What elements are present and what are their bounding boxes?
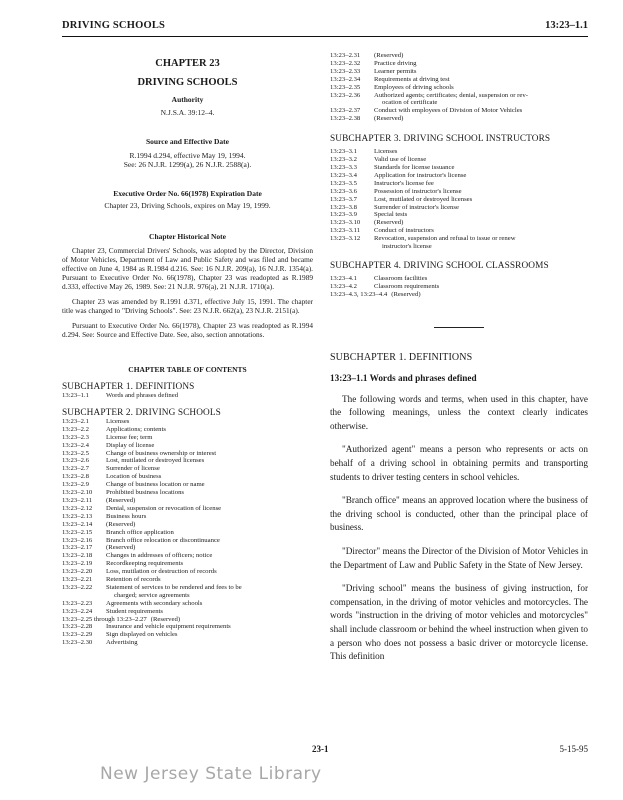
toc-entry-number: 13:23–2.10	[62, 489, 93, 497]
toc-list	[62, 392, 313, 400]
toc-entry-title-line: Conduct with employees of Division of Motor Vehicles	[374, 107, 523, 115]
toc-entry-title-continuation: ocation of certificate	[382, 99, 438, 107]
body-paragraph: "Authorized agent" means a person who represents or acts on behalf of a driving school in obtaining permits and transporting students to driver testing centers in school vehicles.	[330, 444, 588, 482]
toc-entry	[330, 172, 588, 180]
toc-entry-title	[106, 457, 313, 465]
toc-entry-title-line: Applications; contents	[106, 425, 166, 433]
toc-entry-title	[106, 521, 313, 529]
toc-entry-title-line: (Reserved)	[106, 544, 136, 552]
toc-entry	[330, 84, 588, 92]
toc-entry	[62, 560, 313, 568]
toc-entry-number: 13:23–2.3	[62, 433, 89, 441]
toc-entry-number: 13:23–4.2	[330, 282, 357, 290]
toc-entry-title-line: (Reserved)	[150, 615, 181, 623]
authority-label: Authority	[171, 95, 204, 104]
toc-entry-number: 13:23–2.20	[62, 568, 93, 576]
toc-entry-title-line: (Reserved)	[374, 219, 404, 227]
toc-entry-number: 13:23–2.17	[62, 544, 93, 552]
toc-entry-title	[374, 60, 588, 68]
toc-entry	[330, 180, 588, 188]
running-header	[62, 18, 588, 37]
toc-entry-title-line: Changes in addresses of officers; notice	[106, 552, 213, 560]
toc-entry-title-line: Licenses	[106, 417, 130, 425]
toc-entry-number: 13:23–2.6	[62, 457, 89, 465]
toc-entry-title	[106, 537, 313, 545]
toc-entry-number: 13:23–2.28	[62, 623, 93, 631]
toc-entry-number: 13:23–2.8	[62, 473, 89, 481]
source-line: See: 26 N.J.R. 1299(a), 26 N.J.R. 2588(a).	[123, 160, 252, 169]
toc-entry-title-line: Licenses	[374, 148, 398, 156]
toc-entry	[62, 392, 313, 400]
toc-entry-title	[106, 623, 313, 631]
section-heading: 13:23–1.1 Words and phrases defined	[330, 372, 477, 383]
toc-entry-title	[151, 616, 313, 624]
toc-entry	[330, 188, 588, 196]
toc-entry-number: 13:23–2.19	[62, 560, 93, 568]
toc-entry-title	[374, 52, 588, 60]
toc-entry-title-line: Valid use of license	[374, 156, 427, 164]
toc-entry-title	[106, 552, 313, 560]
toc-entry-title	[106, 442, 313, 450]
toc-entry-title	[374, 107, 588, 115]
toc-entry	[62, 568, 313, 576]
toc-entry-title-line: Recordkeeping requirements	[106, 560, 184, 568]
source-label: Source and Effective Date	[146, 137, 229, 146]
toc-entry-number: 13:23–2.9	[62, 481, 89, 489]
toc-entry	[330, 235, 588, 251]
body-paragraph: "Director" means the Director of the Division of Motor Vehicles in the Department of Law and Public Safety in the State of New Jersey.	[330, 546, 588, 570]
toc-entry-title	[106, 608, 313, 616]
toc-entry-title-line: Classroom facilities	[374, 274, 428, 282]
toc-entry-title-line: Prohibited business locations	[106, 489, 185, 497]
toc-entry-number: 13:23–2.38	[330, 115, 361, 123]
toc-entry-number: 13:23–2.1	[62, 417, 89, 425]
toc-entry-title-line: Application for instructor's license	[374, 171, 467, 179]
toc-entry-title-line: Retention of records	[106, 576, 161, 584]
toc-entry-number: 13:23–2.32	[330, 59, 361, 67]
body-paragraph: "Branch office" means an approved location where the business of the driving school is conducted, other than the principal place of business.	[330, 495, 588, 533]
toc-entry	[62, 584, 313, 600]
toc-entry-title	[106, 544, 313, 552]
toc-entry	[62, 600, 313, 608]
toc-entry	[330, 148, 588, 156]
toc-entry	[330, 52, 588, 60]
toc-entry	[330, 76, 588, 84]
toc-entry-title-line: Instructor's license fee	[374, 179, 434, 187]
toc-entry-title	[374, 115, 588, 123]
toc-entry-title	[374, 204, 588, 212]
toc-list	[330, 148, 588, 251]
toc-entry-title	[374, 227, 588, 235]
toc-entry-number: 13:23–2.34	[330, 75, 361, 83]
toc-entry	[330, 283, 588, 291]
toc-entry-title-line: Learner permits	[374, 67, 417, 75]
toc-subchapter-heading: SUBCHAPTER 1. DEFINITIONS	[62, 382, 195, 392]
toc-entry-title	[106, 497, 313, 505]
toc-entry-number: 13:23–2.23	[62, 599, 93, 607]
toc-entry-title-line: Branch office application	[106, 528, 174, 536]
toc-entry-title	[374, 235, 588, 251]
toc-entry	[62, 450, 313, 458]
toc-entry-title-line: Statement of services to be rendered and fees to be	[106, 583, 242, 591]
toc-entry-title	[106, 576, 313, 584]
toc-entry	[62, 513, 313, 521]
toc-entry-title	[106, 418, 313, 426]
toc-entry	[62, 537, 313, 545]
page-footer	[62, 744, 588, 758]
toc-entry-title-line: License fee; term	[106, 433, 153, 441]
toc-entry-title	[374, 283, 588, 291]
toc-entry	[62, 639, 313, 647]
toc-entry	[62, 608, 313, 616]
toc-entry	[330, 68, 588, 76]
revision-date: 5-15-95	[559, 744, 588, 754]
toc-entry-title-line: Revocation, suspension and refusal to issue or renew	[374, 235, 516, 243]
toc-entry-title-line: Location of business	[106, 473, 162, 481]
left-column	[62, 58, 313, 647]
toc-entry-title-line: Words and phrases defined	[106, 392, 179, 399]
toc-entry-title-line: (Reserved)	[106, 520, 136, 528]
toc-entry-title	[106, 568, 313, 576]
toc-entry	[62, 505, 313, 513]
toc-entry-title	[106, 481, 313, 489]
exec-order-text: Chapter 23, Driving Schools, expires on May 19, 1999.	[104, 201, 271, 210]
toc-list	[330, 52, 588, 123]
toc-entry-number: 13:23–2.4	[62, 441, 89, 449]
toc-entry-title	[106, 513, 313, 521]
toc-entry-number: 13:23–3.5	[330, 179, 357, 187]
toc-entry-title-line: Practice driving	[374, 59, 417, 67]
toc-entry	[330, 115, 588, 123]
toc-entry-title-line: Surrender of license	[106, 465, 160, 473]
toc-entry-number: 13:23–3.4	[330, 171, 357, 179]
toc-entry-number: 13:23–2.14	[62, 520, 93, 528]
toc-entry-title	[106, 639, 313, 647]
toc-entry	[62, 489, 313, 497]
toc-entry-title-line: Branch office relocation or discontinuance	[106, 536, 220, 544]
toc-entry-number: 13:23–2.25 through 13:23–2.27	[62, 615, 147, 623]
toc-entry-title-continuation: instructor's license	[382, 243, 432, 251]
toc-entry-title-line: Agreements with secondary schools	[106, 599, 203, 607]
toc-entry	[62, 426, 313, 434]
toc-entry	[62, 529, 313, 537]
header-section: 13:23–1.1	[545, 20, 588, 31]
toc-entry-title	[374, 76, 588, 84]
body-paragraph: The following words and terms, when used in this chapter, have the following meanings, unless the context clearly indicates otherwise.	[330, 393, 588, 431]
history-paragraph: Chapter 23 was amended by R.1991 d.371, effective July 15, 1991. The chapter title was changed to "Driving Schools". See: 23 N.J.R. 662(a), 23 N.J.R. 2151(a).	[62, 297, 313, 315]
toc-entry-number: 13:23–1.1	[62, 392, 89, 399]
toc-entry-title	[106, 560, 313, 568]
toc-entry-title	[374, 68, 588, 76]
toc-entry-number: 13:23–4.1	[330, 274, 357, 282]
toc-entry-title-line: Requirements at driving test	[374, 75, 450, 83]
toc-entry	[330, 219, 588, 227]
toc-entry-title	[374, 172, 588, 180]
toc-entry	[62, 552, 313, 560]
toc-entry-title	[374, 275, 588, 283]
right-column	[330, 52, 588, 664]
toc-entry	[330, 60, 588, 68]
toc-entry-title	[374, 188, 588, 196]
toc-entry-number: 13:23–2.29	[62, 631, 93, 639]
toc-entry-number: 13:23–2.7	[62, 465, 89, 473]
toc-entry	[330, 211, 588, 219]
toc-entry	[330, 156, 588, 164]
toc-entry-title-line: (Reserved)	[106, 496, 136, 504]
history-label: Chapter Historical Note	[149, 232, 226, 241]
toc-entry-title-line: (Reserved)	[374, 115, 404, 123]
toc-entry-title	[374, 84, 588, 92]
toc-entry-number: 13:23–3.11	[330, 227, 361, 235]
toc-entry	[62, 481, 313, 489]
toc-entry-number: 13:23–4.3, 13:23–4.4	[330, 290, 388, 298]
library-stamp: New Jersey State Library	[100, 764, 322, 784]
toc-entry-number: 13:23–2.37	[330, 107, 361, 115]
toc-entry-number: 13:23–2.31	[330, 52, 361, 59]
toc-entry	[62, 434, 313, 442]
section-divider	[330, 327, 588, 328]
toc-entry-title-line: (Reserved)	[374, 52, 404, 59]
header-title: DRIVING SCHOOLS	[62, 20, 166, 31]
toc-entry	[62, 631, 313, 639]
toc-entry-title	[106, 450, 313, 458]
source-line: R.1994 d.294, effective May 19, 1994.	[129, 151, 246, 160]
toc-entry-title	[106, 529, 313, 537]
toc-entry	[330, 227, 588, 235]
toc-entry-number: 13:23–2.5	[62, 449, 89, 457]
toc-entry	[330, 291, 588, 299]
toc-entry	[330, 196, 588, 204]
toc-entry	[62, 457, 313, 465]
toc-entry-number: 13:23–2.16	[62, 536, 93, 544]
toc-entry-title-line: Conduct of instructors	[374, 227, 434, 235]
toc-entry	[330, 275, 588, 283]
toc-entry-number: 13:23–2.35	[330, 83, 361, 91]
toc-entry-title-line: Lost, mutilated or destroyed licenses	[106, 457, 205, 465]
toc-entry-number: 13:23–3.6	[330, 187, 357, 195]
toc-entry-title-line: Student requirements	[106, 607, 164, 615]
chapter-title: DRIVING SCHOOLS	[137, 77, 238, 88]
toc-entry-number: 13:23–3.2	[330, 156, 357, 164]
toc-subchapter-heading: SUBCHAPTER 2. DRIVING SCHOOLS	[62, 407, 221, 418]
toc-entry-title	[106, 505, 313, 513]
toc-title: CHAPTER TABLE OF CONTENTS	[128, 365, 247, 374]
toc-entry	[62, 497, 313, 505]
toc-entry-title	[106, 600, 313, 608]
toc-entry	[62, 576, 313, 584]
toc-entry	[62, 623, 313, 631]
toc-entry-title	[374, 92, 588, 108]
toc-entry-title	[106, 426, 313, 434]
toc-entry-number: 13:23–2.30	[62, 639, 93, 647]
toc-entry-number: 13:23–3.1	[330, 148, 357, 156]
toc-entry-title-line: Advertising	[106, 639, 138, 647]
chapter-number: CHAPTER 23	[155, 58, 220, 69]
toc-entry	[330, 92, 588, 108]
toc-entry-title-line: Change of business ownership or interest	[106, 449, 217, 457]
toc-entry-number: 13:23–2.18	[62, 552, 93, 560]
toc-entry	[330, 164, 588, 172]
toc-entry-number: 13:23–2.33	[330, 67, 361, 75]
toc-entry-title-line: (Reserved)	[391, 290, 421, 298]
toc-entry-title	[391, 291, 588, 299]
toc-entry-title	[374, 196, 588, 204]
toc-entry-title	[374, 148, 588, 156]
toc-entry-number: 13:23–2.13	[62, 512, 93, 520]
toc-entry-title	[106, 465, 313, 473]
toc-entry	[62, 473, 313, 481]
toc-entry-title-continuation: charged; service agreements	[114, 591, 190, 599]
history-paragraph: Pursuant to Executive Order No. 66(1978), Chapter 23 was readopted as R.1994 d.294. See: Source and Effective Date. See, also, section annotations.	[62, 321, 313, 339]
toc-entry-title	[374, 211, 588, 219]
toc-entry-title-line: Standards for license issuance	[374, 163, 455, 171]
toc-entry-title-line: Business hours	[106, 512, 147, 520]
toc-entry-title-line: Possession of instructor's license	[374, 187, 462, 195]
exec-order-label: Executive Order No. 66(1978) Expiration Date	[113, 189, 262, 198]
toc-subchapter-heading: SUBCHAPTER 4. DRIVING SCHOOL CLASSROOMS	[330, 260, 549, 271]
toc-subchapter-heading: SUBCHAPTER 3. DRIVING SCHOOL INSTRUCTORS	[330, 134, 551, 145]
toc-entry-title	[106, 631, 313, 639]
toc-entry-number: 13:23–2.36	[330, 91, 361, 99]
toc-entry-title	[374, 219, 588, 227]
toc-entry-title	[106, 434, 313, 442]
toc-list	[62, 418, 313, 647]
toc-entry-title-line: Change of business location or name	[106, 481, 205, 489]
toc-entry	[330, 107, 588, 115]
toc-entry-number: 13:23–3.3	[330, 163, 357, 171]
toc-entry-title-line: Classroom requirements	[374, 282, 440, 290]
toc-entry-title-line: Employees of driving schools	[374, 83, 454, 91]
toc-entry-title-line: Sign displayed on vehicles	[106, 631, 178, 639]
toc-list	[330, 275, 588, 299]
toc-entry-number: 13:23–2.2	[62, 425, 89, 433]
toc-entry-number: 13:23–3.7	[330, 195, 357, 203]
toc-entry-title	[106, 489, 313, 497]
toc-entry-title-line: Display of license	[106, 441, 155, 449]
toc-entry-title-line: Surrender of instructor's license	[374, 203, 459, 211]
toc-entry-number: 13:23–2.15	[62, 528, 93, 536]
toc-entry-number: 13:23–2.12	[62, 504, 93, 512]
toc-entry	[62, 544, 313, 552]
toc-entry-title-line: Special tests	[374, 211, 408, 219]
toc-entry-title-line: Lost, mutilated or destroyed licenses	[374, 195, 473, 203]
toc-entry-title	[106, 392, 313, 400]
toc-entry-title-line: Loss, mutilation or destruction of records	[106, 568, 217, 576]
toc-entry-title	[374, 156, 588, 164]
toc-entry-title	[106, 473, 313, 481]
page-number: 23-1	[312, 744, 329, 754]
toc-entry-title	[374, 164, 588, 172]
toc-entry	[62, 442, 313, 450]
toc-entry	[62, 521, 313, 529]
toc-entry-title-line: Insurance and vehicle equipment requirements	[106, 623, 231, 631]
toc-entry-number: 13:23–2.21	[62, 576, 93, 584]
toc-entry-title-line: Denial, suspension or revocation of license	[106, 504, 222, 512]
toc-entry	[62, 465, 313, 473]
toc-entry-title-line: Authorized agents; certificates; denial, suspension or rev-	[374, 91, 528, 99]
toc-entry-number: 13:23–2.11	[62, 496, 93, 504]
toc-entry-title	[106, 584, 313, 600]
toc-entry-number: 13:23–2.24	[62, 607, 93, 615]
toc-entry-number: 13:23–3.12	[330, 235, 361, 243]
toc-entry-number: 13:23–3.9	[330, 211, 357, 219]
toc-entry-title	[374, 180, 588, 188]
toc-entry	[62, 418, 313, 426]
body-subchapter-heading: SUBCHAPTER 1. DEFINITIONS	[330, 351, 473, 363]
toc-entry	[62, 616, 313, 624]
toc-entry	[330, 204, 588, 212]
toc-entry-number: 13:23–2.22	[62, 583, 93, 591]
toc-entry-number: 13:23–3.8	[330, 203, 357, 211]
history-paragraph: Chapter 23, Commercial Drivers' Schools, was adopted by the Director, Division of Motor Vehicles, Department of Law and Public Safety and was filed and became effective on June 4, 1984 as R.1984 d.216. See: 16 N.J.R. 209(a), 16 N.J.R. 1354(a). Pursuant to Executive Order No. 66(1978), Chapter 23 was readopted as R.1989 d.333, effective May 26, 1989. See: 21 N.J.R. 976(a), 21 N.J.R. 1710(a).	[62, 246, 313, 291]
body-paragraph: "Driving school" means the business of giving instruction, for compensation, in the driving of motor vehicles and motorcycles. The words "instruction in the driving of motor vehicles and motorcycles" shall include classroom or behind the wheel instruction when given to a person who does not possess a basic driver or motorcycle license. This definition	[330, 583, 588, 662]
toc-entry-number: 13:23–3.10	[330, 219, 361, 227]
authority-text: N.J.S.A. 39:12–4.	[160, 108, 215, 117]
